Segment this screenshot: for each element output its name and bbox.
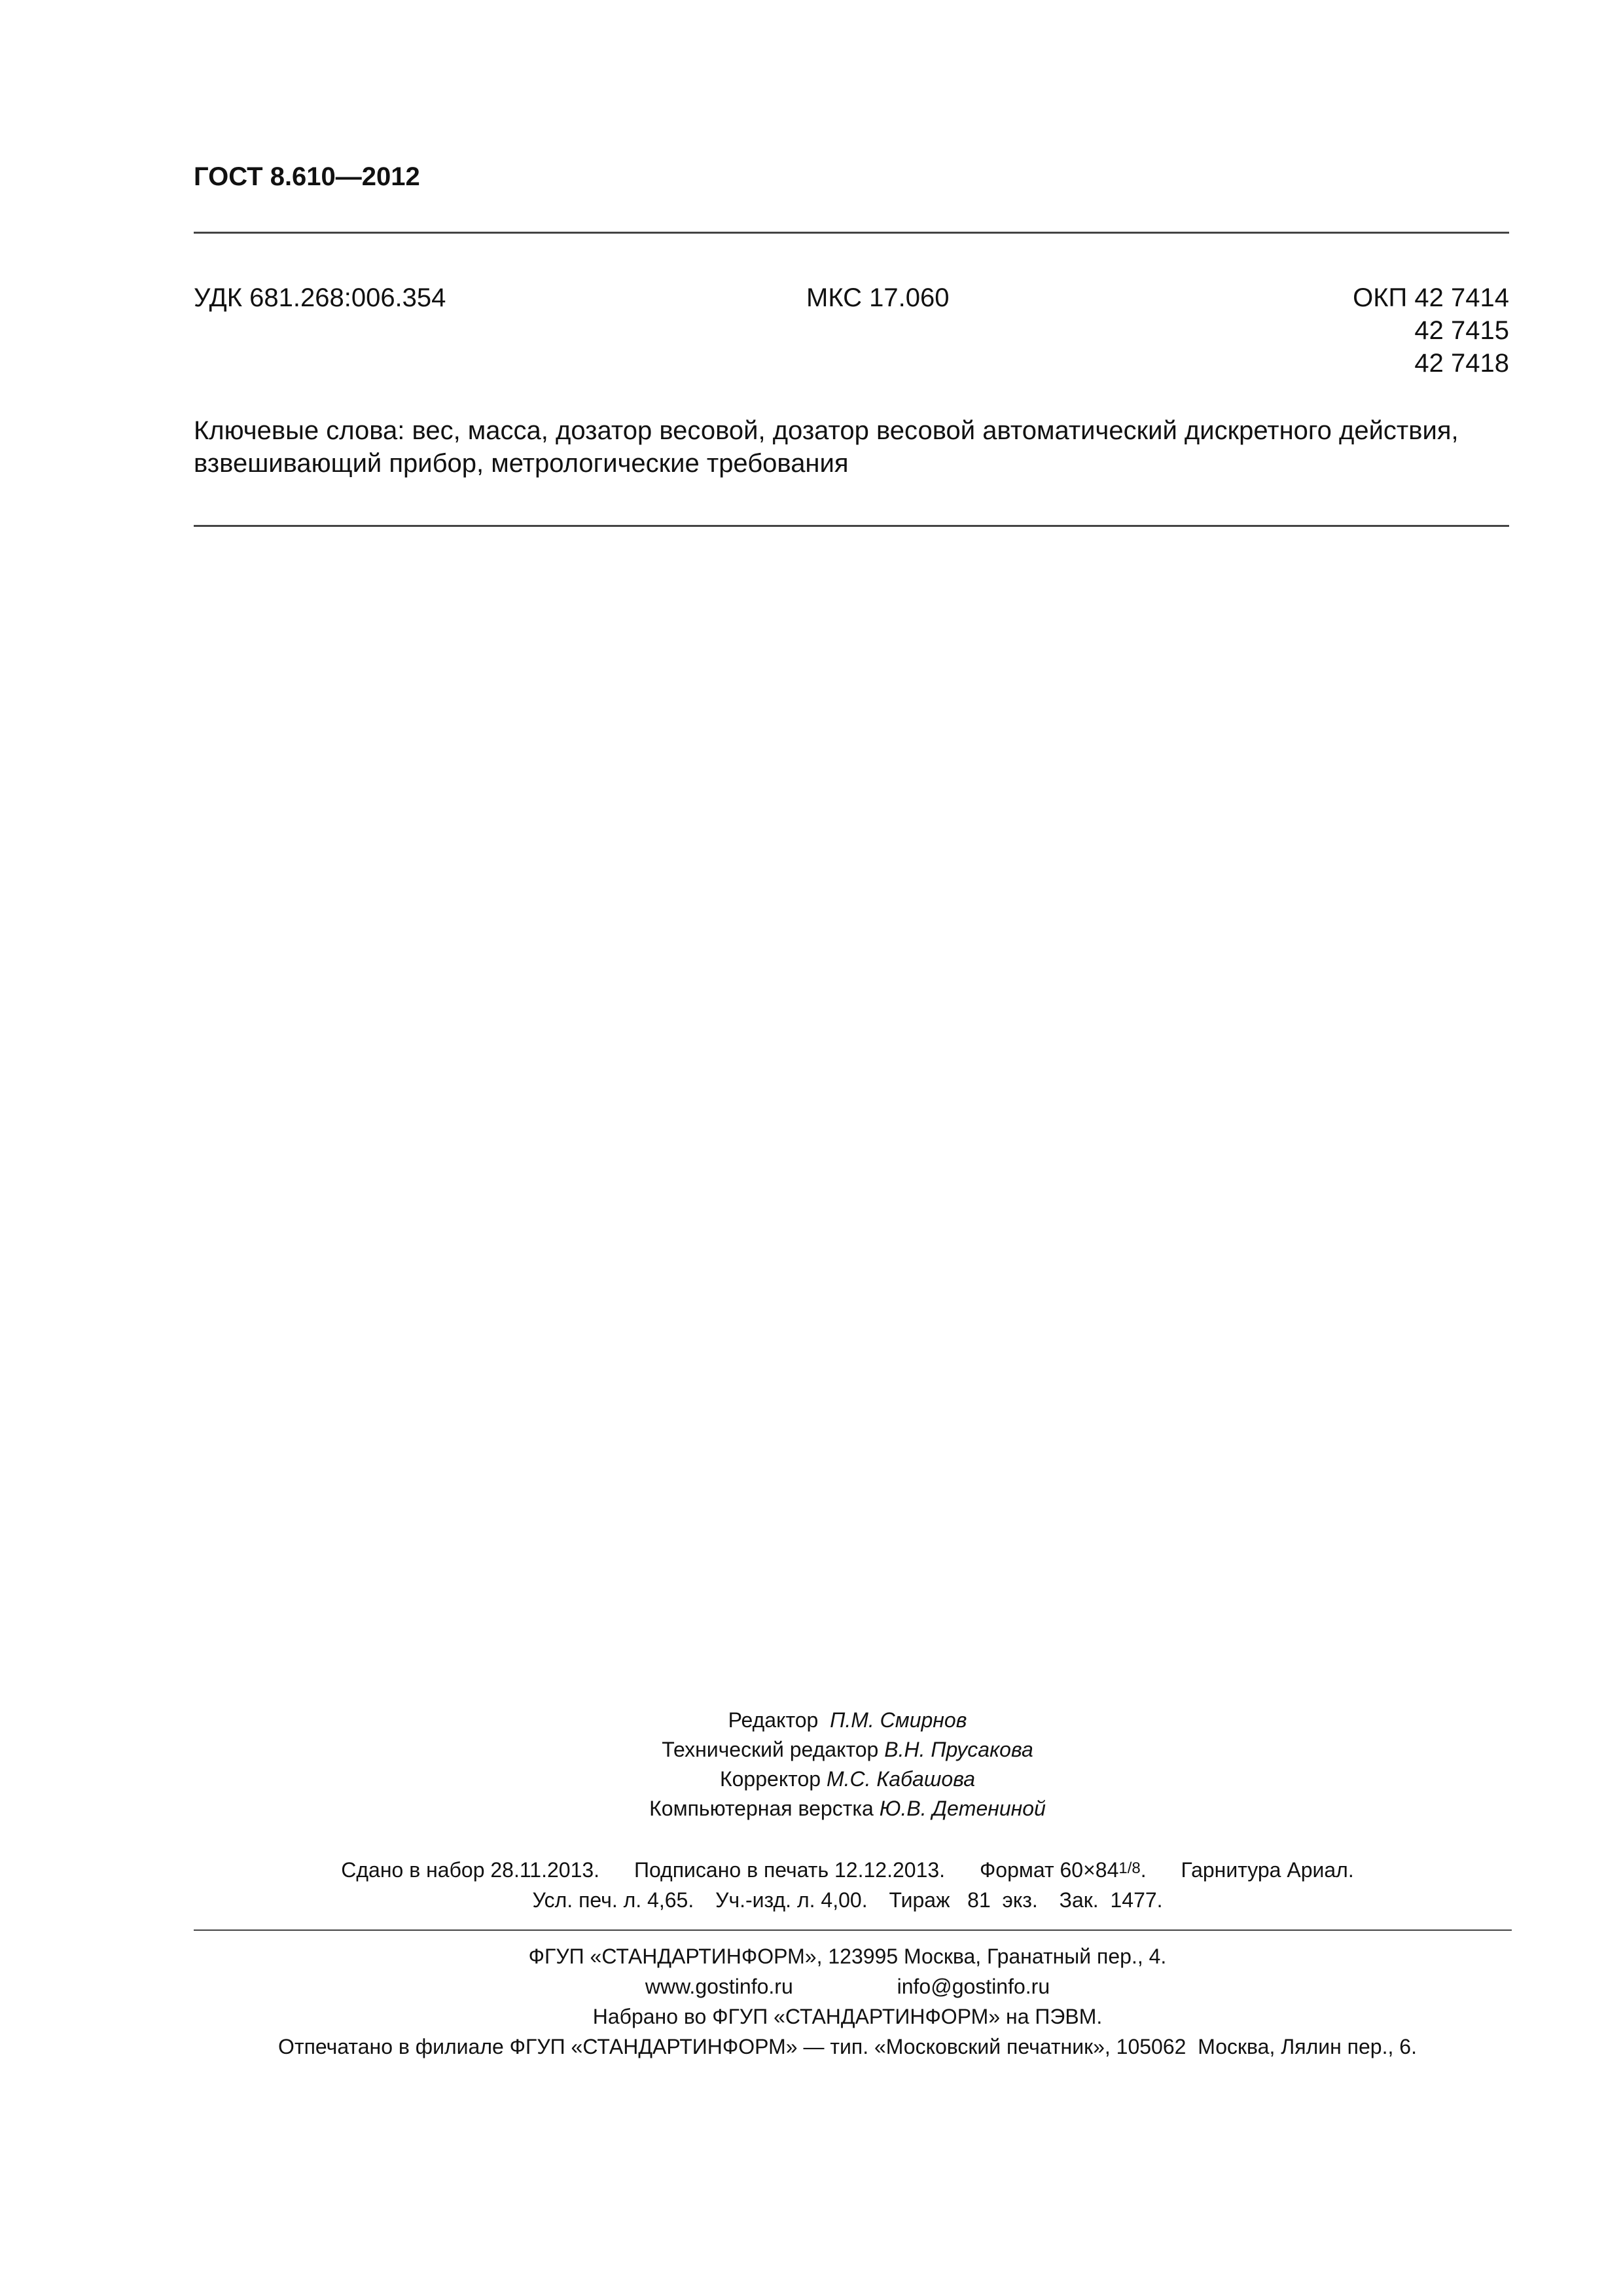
print-info-row-2 [0,1885,1623,1915]
print-run: Тираж 81 экз. [889,1888,1038,1912]
publisher-address: ФГУП «СТАНДАРТИНФОРМ», 123995 Москва, Гранатный пер., 4. [528,1945,1167,1968]
format: Формат 60×84 [979,1858,1119,1882]
credit-editor [0,1706,1623,1735]
print-info-row-1: Сдано в набор 28.11.2013. Подписано в печать 12.12.2013. Формат 60×841/8. Гарнитура Ариал. [341,1858,1354,1882]
credit-role: Компьютерная верстка [649,1797,874,1820]
publisher-email: info@gostinfo.ru [897,1975,1050,1998]
okp-code-2: 42 7415 [1414,316,1509,345]
credit-technical-editor [0,1735,1623,1765]
okp-codes [1353,281,1509,380]
credit-role: Корректор [719,1767,821,1791]
credit-role: Технический редактор [662,1738,879,1761]
keywords-divider [194,525,1509,527]
typeset-note: Набрано во ФГУП «СТАНДАРТИНФОРМ» на ПЭВМ. [592,2005,1103,2028]
top-divider [194,232,1509,234]
document-code: ГОСТ 8.610—2012 [194,162,420,191]
signed-date: Подписано в печать 12.12.2013. [633,1858,946,1882]
printed-note: Отпечатано в филиале ФГУП «СТАНДАРТИНФОРМ» — тип. «Московский печатник», 105062 Москва, Лялин пер., 6. [278,2035,1417,2058]
publishing-sheets: Уч.-изд. л. 4,00. [715,1888,868,1912]
credit-name: В.Н. Прусакова [884,1738,1033,1761]
publisher-website: www.gostinfo.ru [645,1975,793,1998]
keywords: Ключевые слова: вес, масса, дозатор весовой, дозатор весовой автоматический дискретного действия, взвешивающий прибор, метрологические требования [194,416,1459,478]
okp-code-3: 42 7418 [1414,349,1509,378]
typeface: Гарнитура Ариал. [1181,1858,1354,1882]
credit-proofreader [0,1765,1623,1794]
mks-code: МКС 17.060 [806,283,950,312]
format-fraction: 1/8 [1118,1859,1141,1877]
credit-name: М.С. Кабашова [826,1767,975,1791]
publisher-contacts [0,1971,1623,2001]
credit-layout [0,1794,1623,1823]
print-sheets: Усл. печ. л. 4,65. [532,1888,694,1912]
order-number: Зак. 1477. [1059,1888,1163,1912]
print-info-block [0,1854,1623,1915]
publisher-divider [194,1929,1512,1931]
credit-name: Ю.В. Дemениной [879,1797,1046,1820]
submitted-date: Сдано в набор 28.11.2013. [341,1858,600,1882]
okp-code-1: ОКП 42 7414 [1353,283,1509,312]
credit-name: П.М. Смирнов [830,1708,967,1732]
publisher-block [0,1941,1623,2062]
udk-code: УДК 681.268:006.354 [194,283,446,312]
credit-role: Редактор [728,1708,819,1732]
credits-block [0,1706,1623,1823]
